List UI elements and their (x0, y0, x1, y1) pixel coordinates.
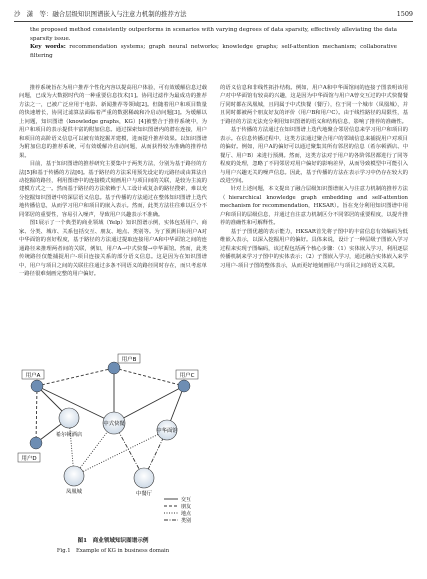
left-paragraph-3: 图1展示了一个典型的商业领域（Yelp）知识图谱示例，实体包括用户、商家、分类、城市、关系包括交互、朋友、地点、类别等。为了预测目标用户A对中华面馆的喜好程度，基于路径的方法通过提取连接用户A和中华面馆之间的连通路径来推理两者间的关联，例如，用户A→中式快餐→中华面馆。然而，此类传统路径仅能捕捉用户-项目连接关系的部分语义信息。这是因为在知识图谱中，用户与项目之间的关联往往通过多条不同语义的路径同时存在，而只考虑单一路径很难刻画完整的用户偏好。 (19, 220, 207, 277)
noodle-label: 中华面馆 (156, 428, 178, 434)
figure-caption-en: Fig.1 Example of KG in business domain (56, 548, 170, 554)
left-paragraph-2: 目前，基于知识图谱的推荐研究主要集中于两类方法，分别为基于路径的方法[5]和基于传播的方法[6]。基于路径的方法采用预先设定的元路径或由算法自动挖掘的路径，利用图谱中的连接模式刻画用户与项目间的关联，是较为主流的建模方式之一。然而基于路径的方法依赖于人工设计或复杂的路径搜索，难以充分挖掘知识图谱中的深层语义信息。基于传播的方法通过在整体知识图谱上迭代地传播信息，从而学习用户和项目的嵌入表示。然而，此类方法往往难以区分不同邻居的重要性，容易引入噪声，导致用户兴趣表示不准确。 (19, 161, 207, 218)
phoenix-label: 凤凰城 (66, 489, 82, 495)
hilton-label: 希尔顿酒店 (55, 432, 83, 438)
user-d-label: 用户D (21, 456, 37, 462)
right-paragraph-2: 基于传播的方法通过在知识图谱上迭代地聚合邻居信息来学习用户和项目的表示。在信息传播过程中，这类方法通过聚合用户的邻域信息来捕捉用户对项目的偏好。例如，用户A的偏好可以通过聚集其所有邻居的信息（希尔顿酒店、中餐厅、用户B）来进行预测。然而，这类方法对于用户的各阶邻居都进行了同等程度的处理，忽略了不同邻居对用户偏好的影响差异，从而导致模型中可能引入与用户兴趣无关的噪声信息。因此，基于传播的方法在表示学习中仍存在较大的改进空间。 (220, 127, 408, 184)
legend-label-friend: 朋友 (181, 504, 192, 510)
left-paragraph-1: 推荐系统旨在为用户推荐个性化内容以提高用户体验，可有效缓解信息过载问题，已成为大数据时代的一种重要信息技术[1]。协同过滤作为最成功的推荐方法之一，已被广泛应用于电影、新闻推荐等领域[2]。但随着用户和项目数量的快速增长，协同过滤算法面临着严重的数据稀疏和冷启动问题[3]。为缓解以上问题，知识图谱（knowledge graphs，KG）[4]被整合于推荐系统中，为用户和项目的表示提供丰富的附加信息。通过探索知识图谱内的潜在连接，用户和项目的高阶语义信息可以被有效挖掘并建模，进而提升推荐效果。以知识图谱为附加信息的推荐系统，可有效缓解冷启动问题，从而获得较为准确的推荐结果。 (19, 85, 207, 159)
fastfood-label: 中式快餐 (103, 421, 125, 427)
legend-label-category: 类别 (181, 518, 192, 524)
right-paragraph-1: 的语义信息和非线性拓扑结构。例如，用户A和中华面馆间的连接子图表明该用户对中华面馆有较高的兴趣，这是因为中华面馆与用户A曾交互过的中式快餐餐厅同时都在凤凰城，且同属于中式快餐（餐厅），位于同一个城市（凤凰城），并且同时都被两个朋友好友的评价（用户B和用户C）。由于线性路径的局限性，基于路径的方法无法充分利用知识图谱的语义和结构信息，影响了推荐的准确性。 (220, 85, 408, 125)
restaurant-label: 中餐厅 (136, 491, 152, 497)
keywords-text: recommendation systems; graph neural networks; knowledge graphs; self-attention mechanism; collaborative filtering (30, 44, 397, 59)
figure-caption-cn: 图1 商业领域知识图谱示例 (77, 538, 149, 544)
user-a-label: 用户A (25, 373, 41, 379)
running-title: 沙 潇 等：融合层级知识图谱嵌入与注意力机制的推荐方法 (14, 10, 187, 18)
legend-label-interaction: 交互 (181, 497, 192, 503)
abstract-text: the proposed method consistently outperforms in scenarios with varying degrees of data sparsity, effectively alleviating the data sparsity issue. (30, 27, 397, 42)
user-b-label: 用户B (121, 357, 137, 363)
user-c-label: 用户C (179, 373, 195, 379)
figure-captions (19, 0, 207, 579)
right-paragraph-4: 基于子图优越的表示能力，HKSAR首先将子图中的丰富信息有效编码为低维嵌入表示，以深入挖掘用户的偏好。具体来说，设计了一种层级子图嵌入学习过程来实现子图编码，该过程包括两个核心步骤：（1）实体嵌入学习，利用逐层传播机制来学习子图中的实体表示；（2）子图嵌入学习，通过融合实体嵌入来学习用户-项目子图的整体表示，从而更好地刻画用户与项目之间的语义关联。 (220, 228, 408, 269)
page-number: 1509 (396, 10, 413, 18)
right-column (220, 84, 408, 270)
keywords-label: Key words: (30, 44, 66, 51)
right-paragraph-3: 针对上述问题，本文提出了融合层级知识图谱嵌入与注意力机制的推荐方法（hierarchical knowledge graph embedding and self-attention mechanism for recommendation，HKSAR）。旨在充分利用知识图谱中用户和项目的层级信息，并通过自注意力机制区分不同邻居的重要程度，以提升推荐的准确性和可解释性。 (220, 186, 408, 227)
legend-label-location: 地点 (181, 511, 192, 517)
